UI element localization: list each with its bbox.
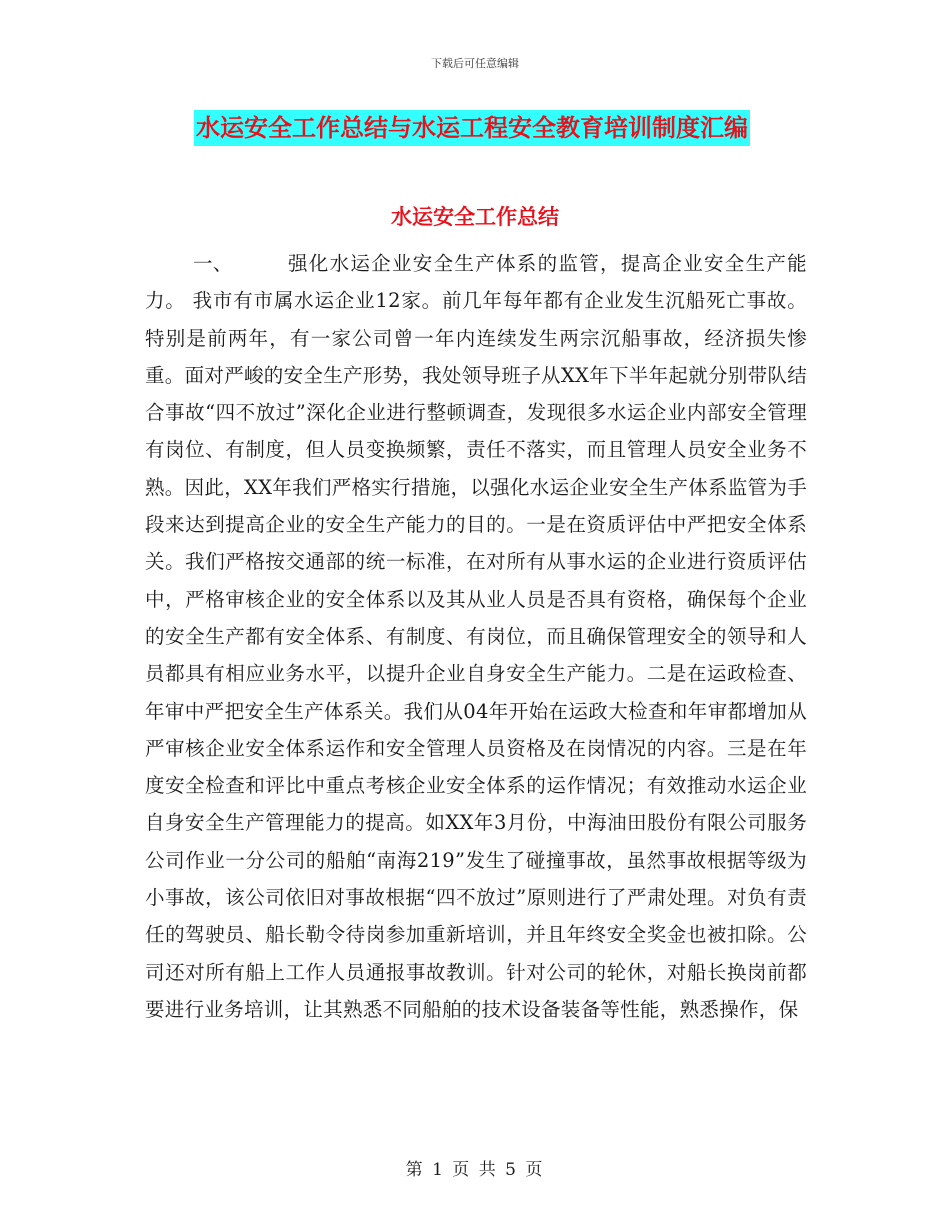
document-title: 水运安全工作总结与水运工程安全教育培训制度汇编 (194, 110, 750, 146)
paragraph-text: 强化水运企业安全生产体系的监管，提高企业安全生产能力。 我市有市属水运企业12家。前几年每年都有企业发生沉船死亡事故。特别是前两年，有一家公司曾一年内连续发生两宗沉船事故，经济损失惨重。面对严峻的安全生产形势，我处领导班子从XX年下半年起就分别带队结合事故“四不放过”深化企业进行整顿调查，发现很多水运企业内部安全管理有岗位、有制度，但人员变换频繁，责任不落实，而且管理人员安全业务不熟。因此，XX年我们严格实行措施，以强化水运企业安全生产体系监管为手段来达到提高企业的安全生产能力的目的。一是在资质评估中严把安全体系关。我们严格按交通部的统一标准，在对所有从事水运的企业进行资质评估中，严格审核企业的安全体系以及其从业人员是否具有资格，确保每个企业的安全生产都有安全体系、有制度、有岗位，而且确保管理安全的领导和人员都具有相应业务水平，以提升企业自身安全生产能力。二是在运政检查、年审中严把安全生产体系关。我们从04年开始在运政大检查和年审都增加从严审核企业安全体系运作和安全管理人员资格及在岗情况的内容。三是在年度安全检查和评比中重点考核企业安全体系的运作情况；有效推动水运企业自身安全生产管理能力的提高。如XX年3月份，中海油田股份有限公司服务公司作业一分公司的船舶“南海219”发生了碰撞事故，虽然事故根据等级为小事故，该公司依旧对事故根据“四不放过”原则进行了严肃处理。对负有责任的驾驶员、船长勒令待岗参加重新培训，并且年终安全奖金也被扣除。公司还对所有船上工作人员通报事故教训。针对公司的轮休，对船长换岗前都要进行业务培训，让其熟悉不同船舶的技术设备装备等性能，熟悉操作，保 (145, 252, 807, 1021)
header-note: 下载后可任意编辑 (431, 57, 519, 70)
paragraph-number: 一、 (193, 252, 233, 275)
body-paragraph (145, 245, 807, 1028)
section-title: 水运安全工作总结 (391, 205, 559, 229)
page-footer: 第 1 页 共 5 页 (405, 1160, 545, 1180)
